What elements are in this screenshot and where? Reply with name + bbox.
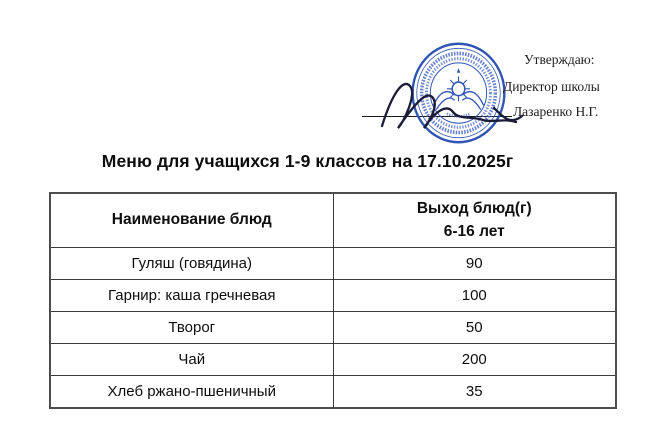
- header-dish-name-label: Наименование блюд: [111, 211, 272, 229]
- table-row: [50, 312, 616, 344]
- header-weight-line1: Выход блюд(г): [416, 200, 532, 218]
- menu-table: [49, 192, 617, 409]
- dish-name-cell: Гарнир: каша гречневая: [50, 280, 333, 312]
- header-row: [50, 193, 616, 248]
- approval-name: Лазаренко Н.Г.: [513, 104, 599, 119]
- dish-name-cell: Творог: [50, 312, 333, 344]
- dish-name-cell: Гуляш (говядина): [50, 248, 333, 280]
- header-weight-line2: 6-16 лет: [443, 222, 505, 240]
- dish-weight-cell: 50: [333, 312, 616, 344]
- header-dish-name: [50, 193, 333, 248]
- table-row: [50, 280, 616, 312]
- menu-table-body: [50, 248, 616, 409]
- table-row: [50, 344, 616, 376]
- table-row: [50, 376, 616, 409]
- header-dish-weight: [333, 193, 616, 248]
- dish-name-cell: Чай: [50, 344, 333, 376]
- page-title: Меню для учащихся 1-9 классов на 17.10.2025г: [101, 151, 514, 171]
- menu-table-header: [50, 193, 616, 248]
- dish-weight-cell: 35: [333, 376, 616, 409]
- approval-role: Директор школы: [503, 79, 600, 94]
- dish-weight-cell: 90: [333, 248, 616, 280]
- dish-weight-cell: 100: [333, 280, 616, 312]
- dish-name-cell: Хлеб ржано-пшеничный: [50, 376, 333, 409]
- approval-label: Утверждаю:: [524, 52, 595, 67]
- dish-weight-cell: 200: [333, 344, 616, 376]
- signature-icon: [376, 66, 530, 138]
- table-row: [50, 248, 616, 280]
